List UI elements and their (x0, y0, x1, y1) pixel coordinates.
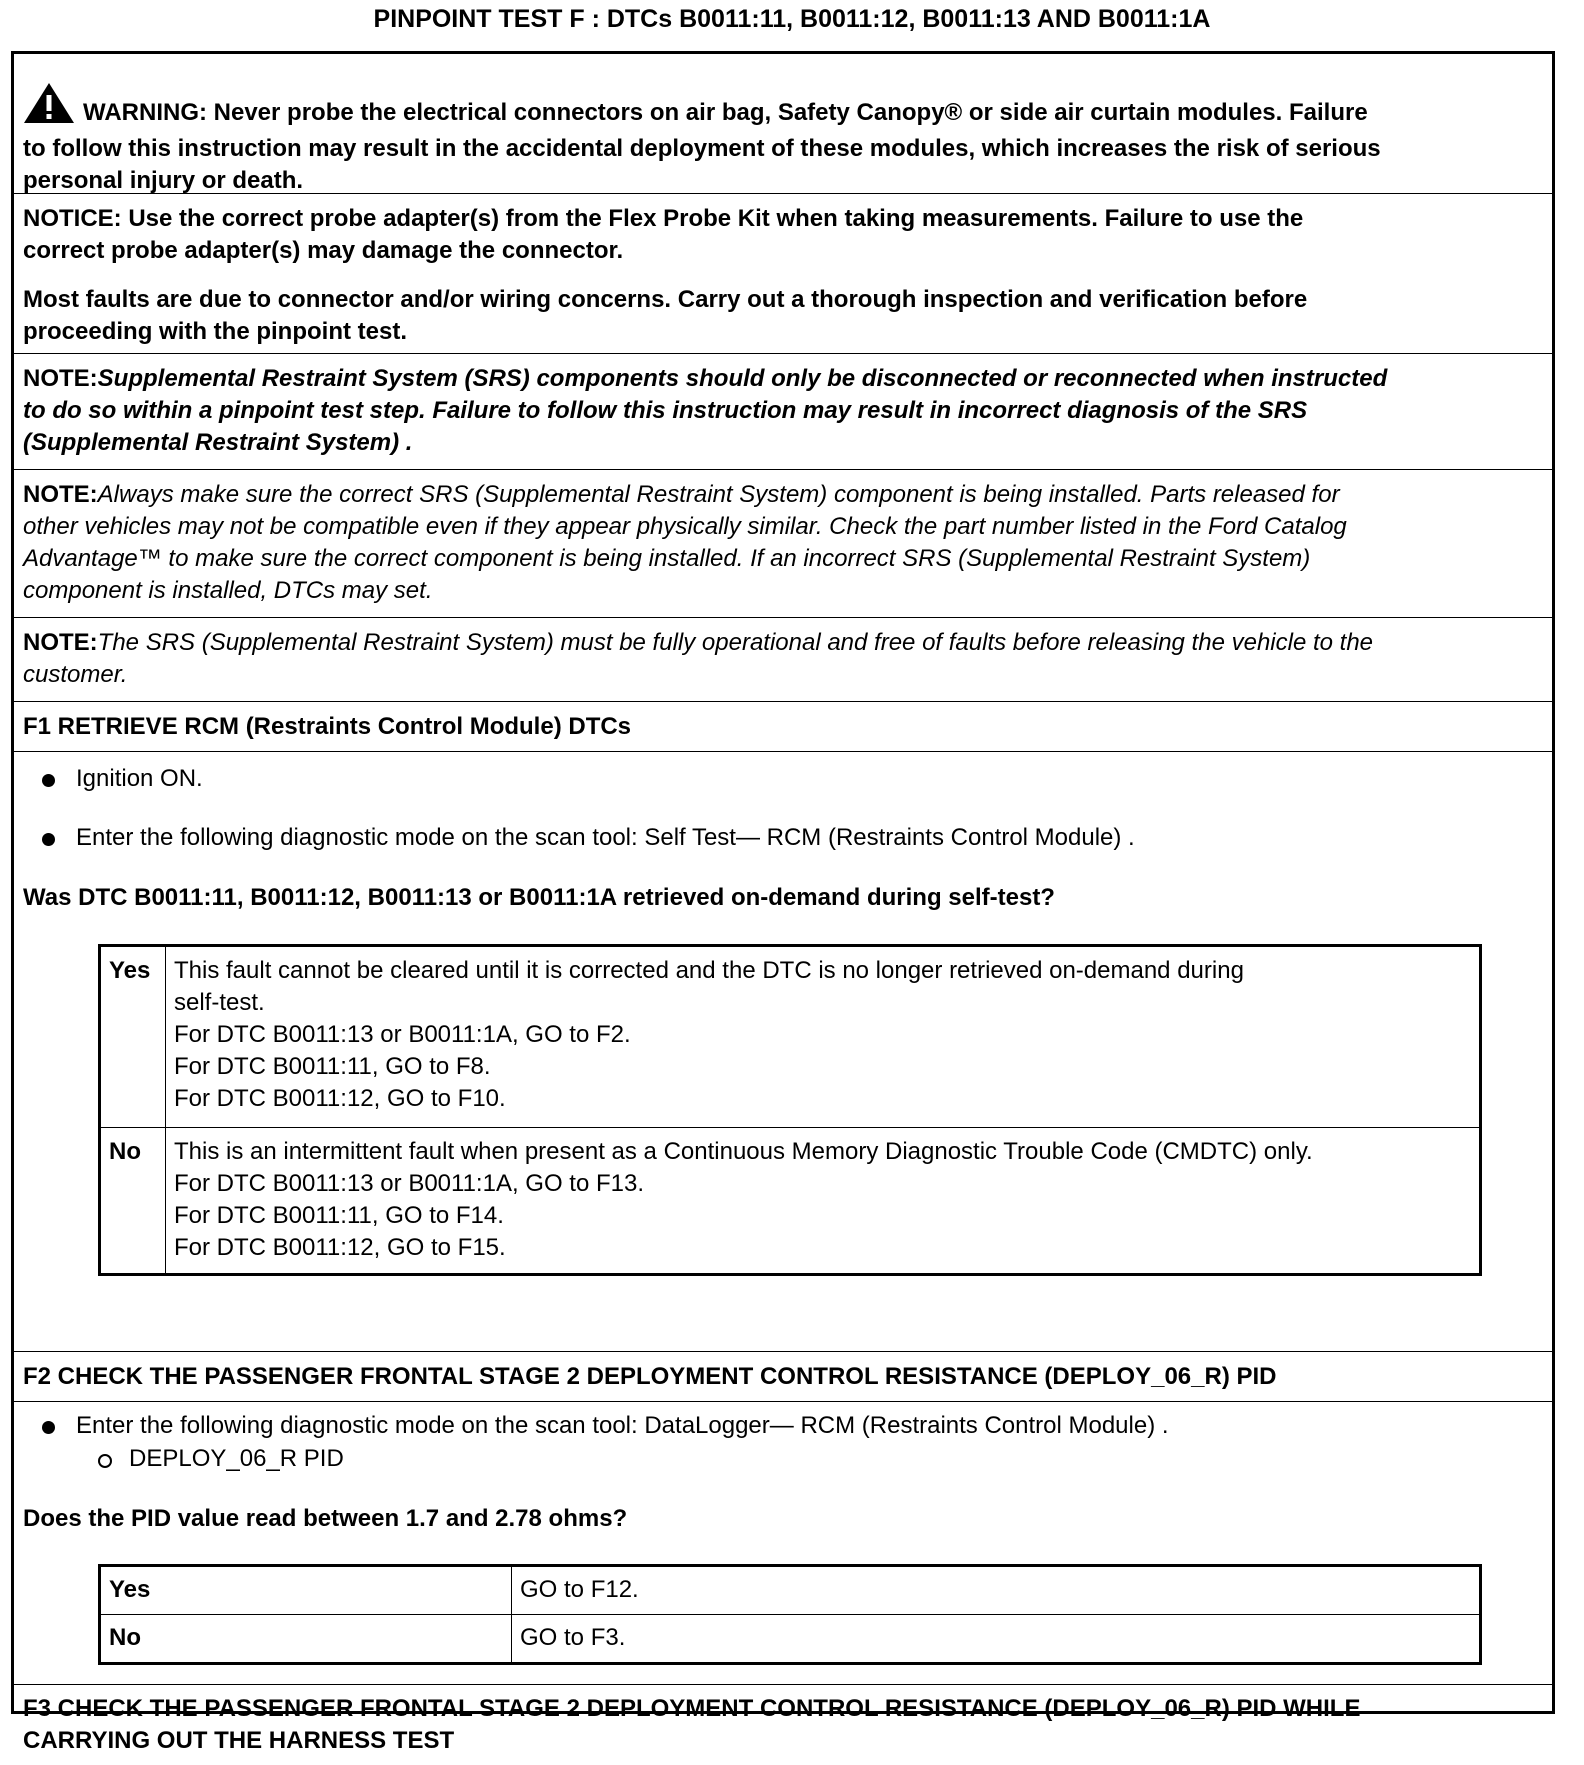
warning-text: WARNING: Never probe the electrical connectors on air bag, Safety Canopy® or side air curtain modules. Failure to follow this instruction may result in the accidental deployment of these modules, which increases the risk of serious personal injury or death. (23, 82, 1544, 197)
yes-result: This fault cannot be cleared until it is corrected and the DTC is no longer retrieved on-demand during self-test. For DTC B0011:13 or B0011:1A, GO to F2. For DTC B0011:11, GO to F8. For DTC B0011:12, GO to F10. (166, 946, 1481, 1128)
notice-section (14, 194, 1552, 354)
f2-result-table (98, 1564, 1482, 1665)
step-f1-body (14, 752, 1552, 1352)
f2-question: Does the PID value read between 1.7 and 2.78 ohms? (23, 1505, 628, 1532)
warning-triangle-icon (23, 82, 75, 133)
table-row (100, 1566, 1481, 1615)
note-fully-operational (14, 618, 1552, 702)
table-row (100, 1128, 1481, 1275)
note-srs-disconnect-text: NOTE:Supplemental Restraint System (SRS) components should only be disconnected or reconnected when instructed to do so within a pinpoint test step. Failure to follow this instruction may result in incorrect diagnosis of the SRS (Supplemental Restraint System) . (23, 365, 1388, 456)
no-result: GO to F3. (512, 1615, 1481, 1664)
yes-result: GO to F12. (512, 1566, 1481, 1615)
sub-bullet-icon (98, 1454, 112, 1468)
note-srs-disconnect (14, 354, 1552, 470)
step-f2-title: F2 CHECK THE PASSENGER FRONTAL STAGE 2 DEPLOYMENT CONTROL RESISTANCE (DEPLOY_06_R) PID (23, 1363, 1277, 1390)
step-f2-heading (14, 1352, 1552, 1402)
note-fully-operational-text: NOTE:The SRS (Supplemental Restraint System) must be fully operational and free of faults before releasing the vehicle to the customer. (23, 629, 1374, 688)
bullet-icon (42, 833, 55, 846)
step-f2-body (14, 1402, 1552, 1685)
bullet-icon (42, 1421, 55, 1434)
pinpoint-test-frame (11, 51, 1555, 1754)
note-correct-component (14, 470, 1552, 618)
bullet-text: Ignition ON. (76, 765, 203, 792)
f1-question: Was DTC B0011:11, B0011:12, B0011:13 or B0011:1A retrieved on-demand during self-test? (23, 884, 1055, 911)
no-result: This is an intermittent fault when present as a Continuous Memory Diagnostic Trouble Code (CMDTC) only. For DTC B0011:13 or B0011:1A, GO to F13. For DTC B0011:11, GO to F14. For DTC B0011:12, GO to F15. (166, 1128, 1481, 1275)
sub-bullet-text: DEPLOY_06_R PID (129, 1445, 344, 1472)
yes-label: Yes (100, 946, 166, 1128)
notice-text: NOTICE: Use the correct probe adapter(s) from the Flex Probe Kit when taking measurements. Failure to use the correct probe adapter(s) may damage the connector. (23, 205, 1304, 264)
table-row (100, 1615, 1481, 1664)
page-title: PINPOINT TEST F : DTCs B0011:11, B0011:12, B0011:13 AND B0011:1A (373, 5, 1211, 33)
yes-label: Yes (100, 1566, 512, 1615)
no-label: No (100, 1615, 512, 1664)
step-f3-heading (14, 1685, 1552, 1765)
note-correct-component-text: NOTE:Always make sure the correct SRS (Supplemental Restraint System) component is being installed. Parts released for other vehicles may not be compatible even if they appear physically similar. Check the part number listed in the Ford Catalog Advantage™ to make sure the correct component is being installed. If an incorrect SRS (Supplemental Restraint System) component is installed, DTCs may set. (23, 481, 1347, 604)
table-row (100, 946, 1481, 1128)
bullet-text: Enter the following diagnostic mode on the scan tool: Self Test— RCM (Restraints Control Module) . (76, 824, 1135, 851)
step-f1-heading (14, 702, 1552, 752)
f1-result-table (98, 944, 1482, 1276)
step-f3-title: F3 CHECK THE PASSENGER FRONTAL STAGE 2 DEPLOYMENT CONTROL RESISTANCE (DEPLOY_06_R) PID WHILE CARRYING OUT THE HARNESS TEST (23, 1695, 1361, 1754)
step-f1-title: F1 RETRIEVE RCM (Restraints Control Module) DTCs (23, 713, 632, 740)
bullet-icon (42, 774, 55, 787)
inspection-text: Most faults are due to connector and/or wiring concerns. Carry out a thorough inspection and verification before proceeding with the pinpoint test. (23, 286, 1308, 345)
no-label: No (100, 1128, 166, 1275)
warning-section (14, 54, 1552, 194)
bullet-text: Enter the following diagnostic mode on the scan tool: DataLogger— RCM (Restraints Control Module) . (76, 1412, 1169, 1439)
